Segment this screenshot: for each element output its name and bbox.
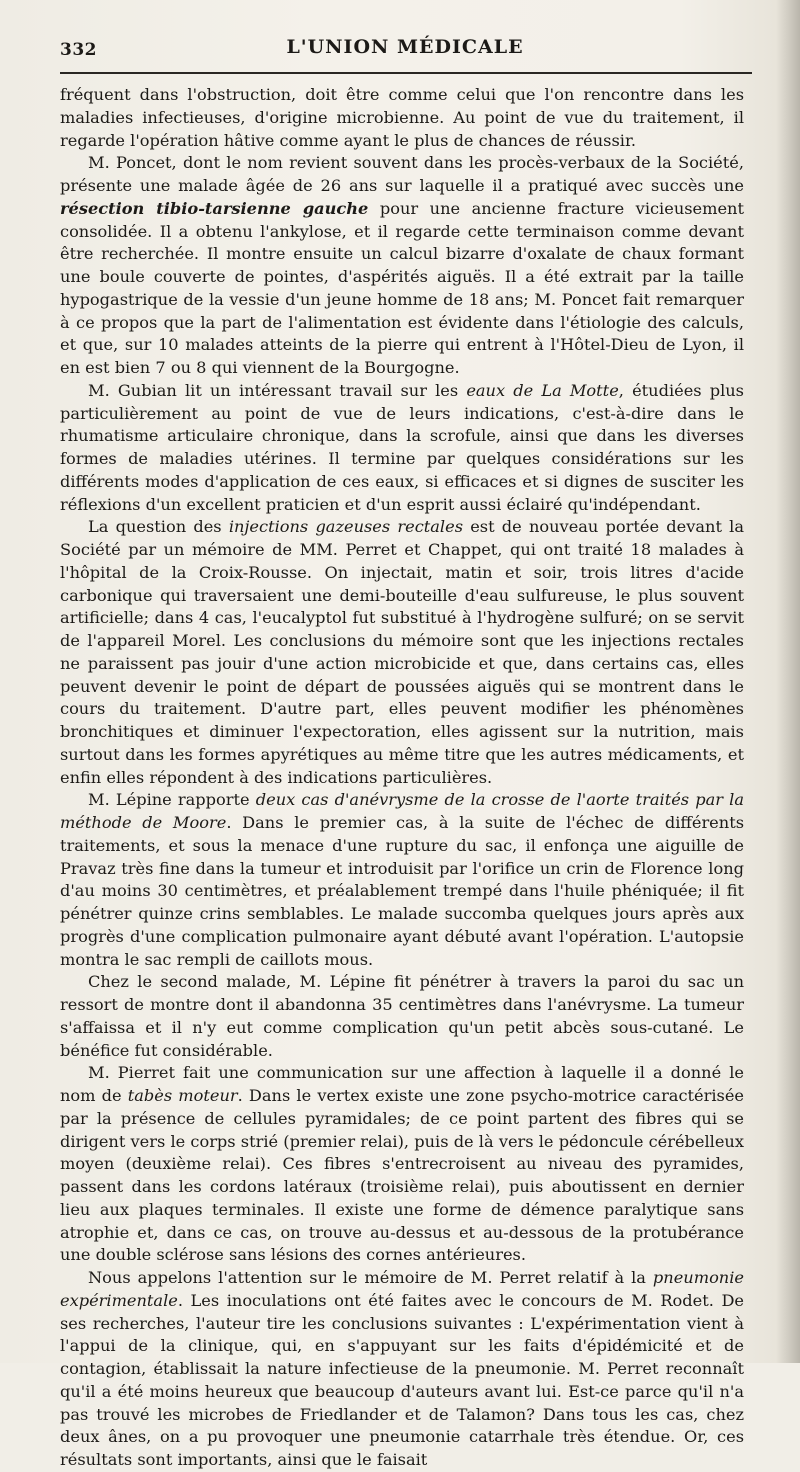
paragraph-text: M. Poncet, dont le nom revient souvent dans les procès-verbaux de la Société, présente une malade âgée de 26 ans sur laquelle il a pratiqué avec succès une (60, 153, 744, 195)
paragraph-text: est de nouveau portée devant la Société par un mémoire de MM. Perret et Chappet, qui ont traité 18 malades à l'hôpital de la Croix-Rousse. On injectait, matin et soir, trois litres d'acide carbonique qui traversaient une demi-bouteille d'eau sulfureuse, le plus souvent artificielle; dans 4 cas, l'eucalyptol fut substitué à l'hydrogène sulfuré; on se servit de l'appareil Morel. Les conclusions du mémoire sont que les injections rectales ne paraissent pas jouir d'une action microbicide et que, dans certains cas, elles peuvent devenir le point de départ de poussées aiguës qui se montrent dans le cours du traitement. D'autre part, elles peuvent modifier les phénomènes bronchitiques et diminuer l'expectoration, elles agissent sur la nutrition, mais surtout dans les formes apyrétiques au même titre que les autres médicaments, et enfin elles répondent à des indications particulières. (60, 517, 744, 787)
paragraph (60, 152, 744, 380)
emphasis-text: pneumonie expérimentale (60, 1268, 744, 1310)
paragraph (60, 84, 744, 152)
emphasis-text: tabès moteur (127, 1086, 238, 1105)
paragraph-text: Chez le second malade, M. Lépine fit pénétrer à travers la paroi du sac un ressort de montre dont il abandonna 35 centimètres dans l'anévrysme. La tumeur s'affaissa et il n'y eut comme complication qu'un petit abcès sous-cutané. Le bénéfice fut considérable. (60, 972, 744, 1060)
paragraph (60, 380, 744, 517)
paragraph-text: M. Lépine rapporte (88, 790, 256, 810)
emphasis-text: injections gazeuses rectales (228, 517, 463, 537)
paragraph-text: . Dans le premier cas, à la suite de l'échec de différents traitements, et sous la menace d'une rupture du sac, il enfonça une aiguille de Pravaz très fine dans la tumeur et introduisit par l'orifice un crin de Florence long d'au moins 30 centimètres, et préalablement trempé dans l'huile phéniquée; il fit pénétrer quinze crins semblables. Le malade succomba quelques jours après aux progrès d'une complication pulmonaire ayant débuté avant l'opération. L'autopsie montra le sac rempli de caillots mous. (60, 813, 745, 969)
paragraph-text: , étudiées plus particulièrement au point de vue de leurs indications, c'est-à-dire dans le rhumatisme articulaire chronique, dans la scrofule, ainsi que dans les diverses formes de maladies utérines. Il termine par quelques considérations sur les différents modes d'application de ces eaux, si efficaces et si dignes de susciter les réflexions d'un excellent praticien et d'un esprit aussi éclairé qu'indépendant. (60, 380, 744, 514)
page-number: 332 (60, 40, 97, 60)
emphasis-text: eaux de La Motte (466, 380, 619, 400)
paragraph-text: . Les inoculations ont été faites avec le concours de M. Rodet. De ses recherches, l'auteur tire les conclusions suivantes : L'expérimentation vient à l'appui de la clinique, qui, en s'appuyant sur les faits d'épidémicité et de contagion, établissait la nature infectieuse de la pneumonie. M. Perret reconnaît qu'il a été moins heureux que beaucoup d'auteurs avant lui. Est-ce parce qu'il n'a pas trouvé les microbes de Friedlander et de Talamon? Dans tous les cas, chez deux ânes, on a pu provoquer une pneumonie catarrhale très étendue. Or, ces résultats sont importants, ainsi que le faisait (60, 1290, 744, 1469)
paragraph-text: fréquent dans l'obstruction, doit être comme celui que l'on rencontre dans les maladies infectieuses, d'origine microbienne. Au point de vue du traitement, il regarde l'opération hâtive comme ayant le plus de chances de réussir. (60, 85, 744, 150)
header-rule (60, 72, 752, 74)
paragraph (60, 1062, 744, 1267)
paragraph-text: . Dans le vertex existe une zone psycho-motrice caractérisée par la présence de cellules pyramidales; de ce point partent des fibres qui se dirigent vers le corps strié (premier relai), puis de là vers le pédoncule cérébelleux moyen (deuxième relai). Ces fibres s'entrecroisent au niveau des pyramides, passent dans les cordons latéraux (troisième relai), puis aboutissent en dernier lieu aux plaques terminales. Il existe une forme de démence paralytique sans atrophie et, dans ce cas, on trouve au-dessus et au-dessous de la protubérance une double sclérose sans lésions des cornes antérieures. (60, 1086, 744, 1265)
emphasis-text: résection tibio-tarsienne gauche (60, 198, 369, 218)
paragraph (60, 1267, 744, 1472)
paragraph (60, 971, 744, 1062)
paragraph-text: M. Gubian lit un intéressant travail sur les (88, 380, 467, 400)
paragraph-text: pour une ancienne fracture vicieusement consolidée. Il a obtenu l'ankylose, et il regarde cette terminaison comme devant être recherchée. Il montre ensuite un calcul bizarre d'oxalate de chaux formant une boule couverte de pointes, d'aspérités aiguës. Il a été extrait par la taille hypogastrique de la vessie d'un jeune homme de 18 ans; M. Poncet fait remarquer à ce propos que la part de l'alimentation est évidente dans l'étiologie des calculs, et que, sur 10 malades atteints de la pierre qui entrent à l'Hôtel-Dieu de Lyon, il en est bien 7 ou 8 qui viennent de la Bourgogne. (60, 198, 744, 377)
paragraph-text: Nous appelons l'attention sur le mémoire de M. Perret relatif à la (88, 1268, 653, 1287)
article-body (60, 84, 744, 1472)
journal-title: L'UNION MÉDICALE (286, 36, 524, 58)
paragraph-text: La question des (88, 517, 229, 537)
paragraph (60, 789, 744, 971)
page-header (60, 30, 750, 70)
paragraph-text: M. Pierret fait une communication sur une affection à laquelle il a donné le nom de (60, 1063, 744, 1105)
paragraph (60, 516, 744, 789)
emphasis-text: deux cas d'anévrysme de la crosse de l'aorte traités par la méthode de Moore (60, 790, 744, 832)
